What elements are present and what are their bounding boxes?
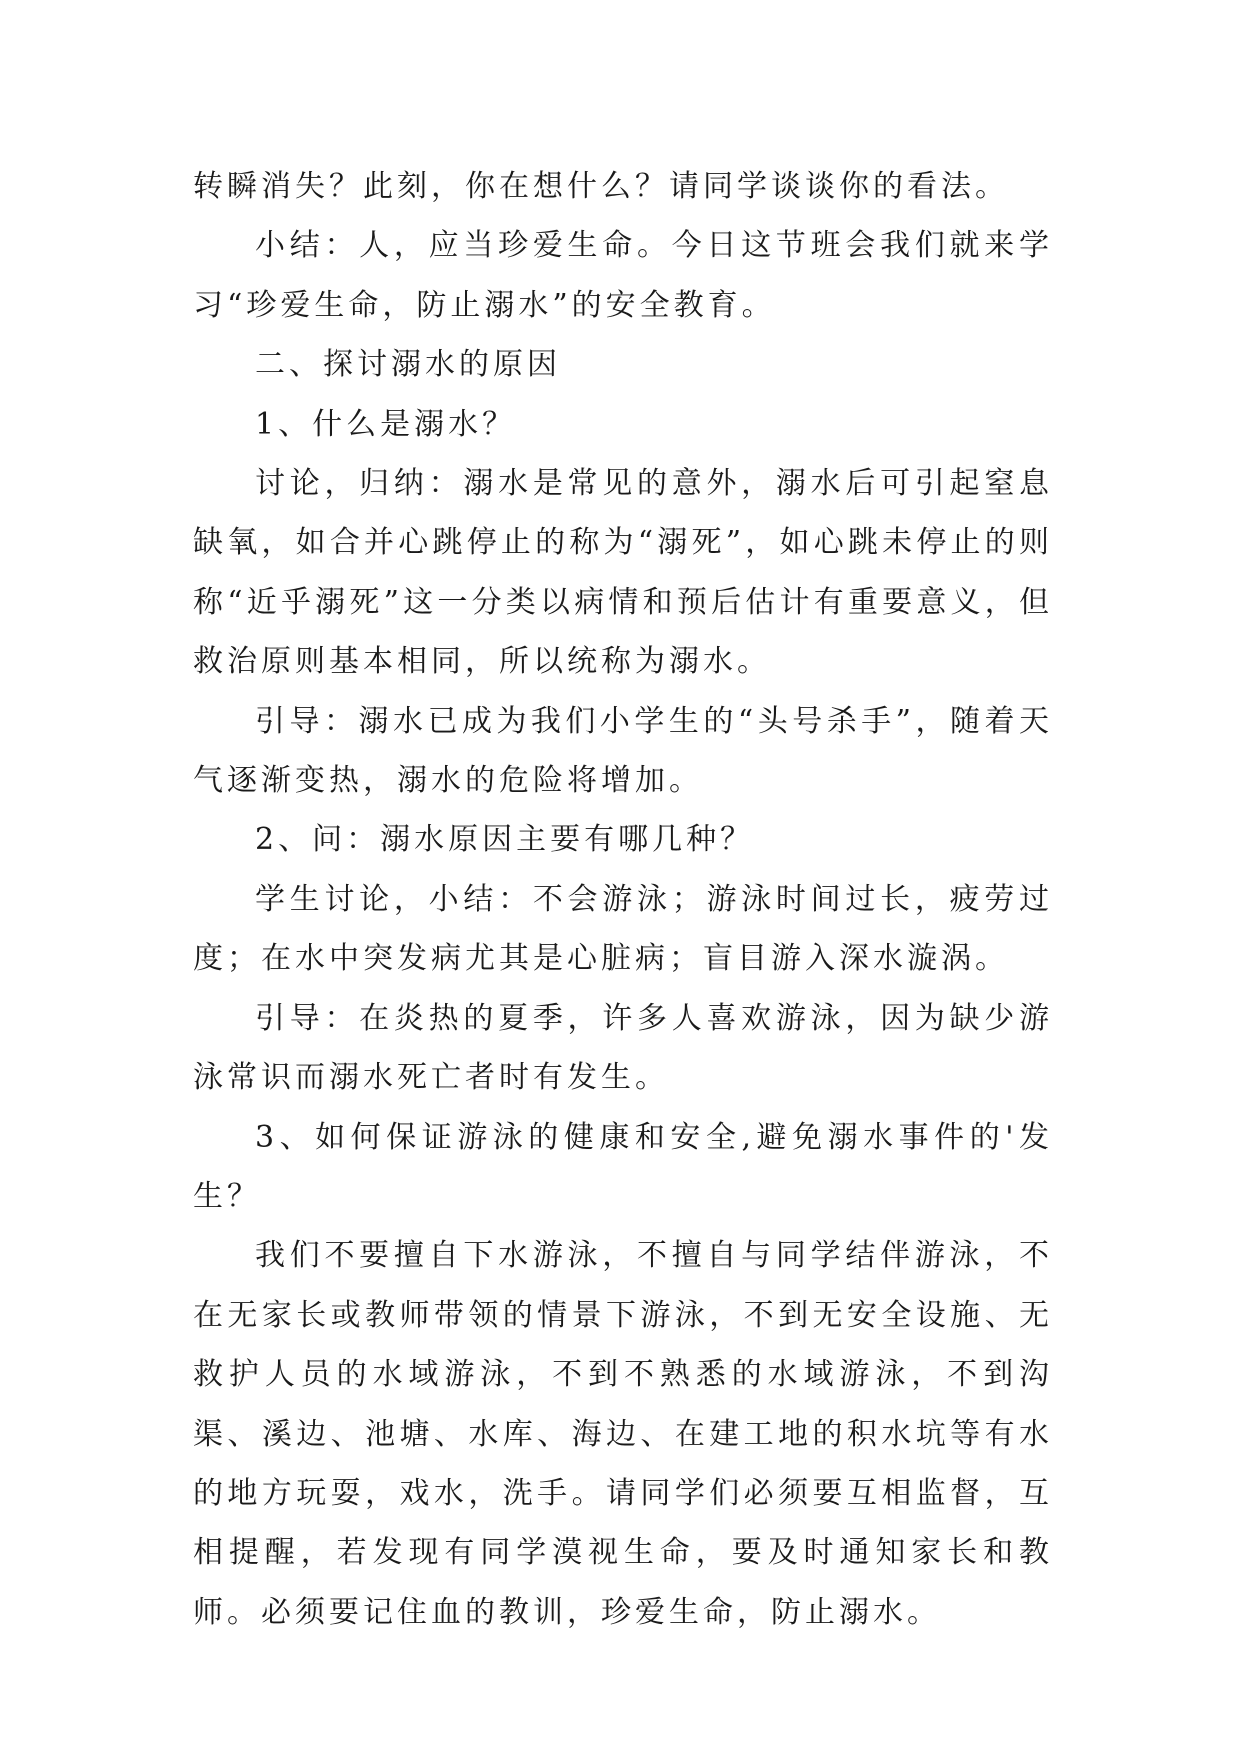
paragraph-safety-rules: 我们不要擅自下水游泳，不擅自与同学结伴游泳，不在无家长或教师带领的情景下游泳，不到无安全设施、无救护人员的水域游泳，不到不熟悉的水域游泳，不到沟渠、溪边、池塘、水库、海边、在建工地的积水坑等有水的地方玩耍，戏水，洗手。请同学们必须要互相监督，互相提醒，若发现有同学漠视生命，要及时通知家长和教师。必须要记住血的教训，珍爱生命，防止溺水。 [193, 1238, 1053, 1630]
paragraph-intro-continuation: 转瞬消失？此刻，你在想什么？请同学谈谈你的看法。 [193, 169, 1009, 204]
paragraph-summary: 小结：人，应当珍爱生命。今日这节班会我们就来学习“珍爱生命，防止溺水”的安全教育。 [193, 228, 1053, 323]
paragraph-discussion-definition: 讨论，归纳：溺水是常见的意外，溺水后可引起窒息缺氧，如合并心跳停止的称为“溺死”，如心跳未停止的则称“近乎溺死”这一分类以病情和预后估计有重要意义，但救治原则基本相同，所以统称为溺水。 [193, 466, 1053, 680]
section-heading-causes: 二、探讨溺水的原因 [255, 347, 561, 383]
document-body [193, 157, 1053, 1642]
question-what-is-drowning: 1、什么是溺水？ [255, 406, 517, 442]
paragraph-causes-summary: 学生讨论，小结：不会游泳；游泳时间过长，疲劳过度；在水中突发病尤其是心脏病；盲目游入深水漩涡。 [193, 881, 1053, 977]
paragraph-guidance-danger: 引导：溺水已成为我们小学生的“头号杀手”，随着天气逐渐变热，溺水的危险将增加。 [193, 703, 1053, 799]
question-safety-measures: 3、如何保证游泳的健康和安全,避免溺水事件的'发生？ [193, 1119, 1053, 1214]
paragraph-guidance-summer: 引导：在炎热的夏季，许多人喜欢游泳，因为缺少游泳常识而溺水死亡者时有发生。 [193, 1000, 1053, 1096]
question-drowning-causes: 2、问：溺水原因主要有哪几种？ [255, 822, 755, 858]
